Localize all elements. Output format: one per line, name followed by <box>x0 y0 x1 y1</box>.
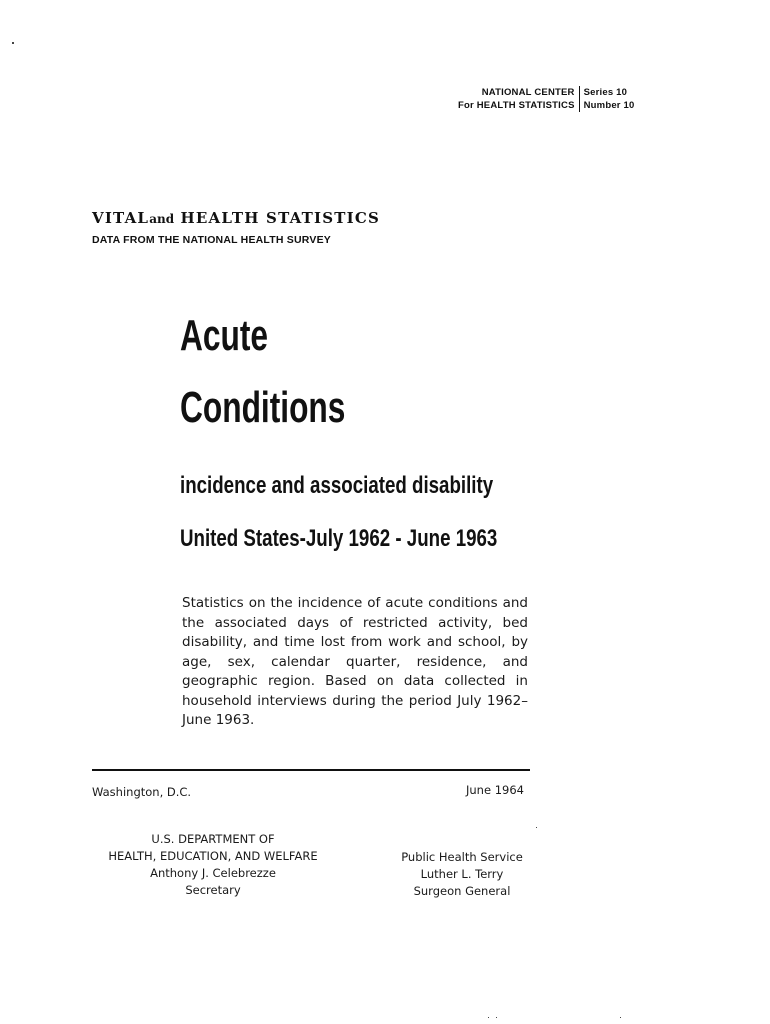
and-word: and <box>149 212 175 226</box>
scan-speck <box>496 1017 497 1018</box>
surgeon-general-name: Luther L. Terry <box>420 867 504 881</box>
series-line: Series 10 <box>583 87 628 98</box>
number-line: Number 10 <box>583 100 635 111</box>
publisher-label <box>458 86 580 112</box>
publication-place: Washington, D.C. <box>92 785 192 799</box>
survey-subtitle: DATA FROM THE NATIONAL HEALTH SURVEY <box>92 234 331 246</box>
secretary-name: Anthony J. Celebrezze <box>150 866 276 880</box>
secretary-title: Secretary <box>185 883 241 897</box>
main-title-line-2: Conditions <box>180 383 346 432</box>
divider-rule <box>92 769 530 771</box>
health-statistics-words: HEALTH STATISTICS <box>180 209 380 227</box>
department-block <box>92 831 334 899</box>
publisher-line-1: NATIONAL CENTER <box>481 87 575 98</box>
scan-speck <box>12 42 14 44</box>
vital-word: VITAL <box>92 209 150 227</box>
series-number <box>580 86 635 112</box>
period-title: United States-July 1962 - June 1963 <box>180 525 498 552</box>
series-box <box>458 86 635 112</box>
department-line-2: HEALTH, EDUCATION, AND WELFARE <box>108 849 318 863</box>
publication-date: June 1964 <box>466 783 524 797</box>
main-title-line-1: Acute <box>180 311 269 360</box>
scan-speck <box>536 827 537 828</box>
service-name: Public Health Service <box>401 850 523 864</box>
publication-title <box>92 209 380 227</box>
publisher-line-2: For HEALTH STATISTICS <box>458 100 575 111</box>
department-line-1: U.S. DEPARTMENT OF <box>151 832 275 846</box>
subtitle: incidence and associated disability <box>180 472 494 499</box>
description-paragraph: Statistics on the incidence of acute conditions and the associated days of restricted activity, bed disability, and time lost from work and school, by age, sex, calendar quarter, residence, and geographic region. Based on data collected in household interviews during the period July 1962–June 1963. <box>182 595 528 728</box>
scan-speck <box>620 1017 621 1018</box>
surgeon-general-title: Surgeon General <box>413 884 511 898</box>
scan-speck <box>488 1017 489 1018</box>
public-health-service-block <box>396 849 528 900</box>
